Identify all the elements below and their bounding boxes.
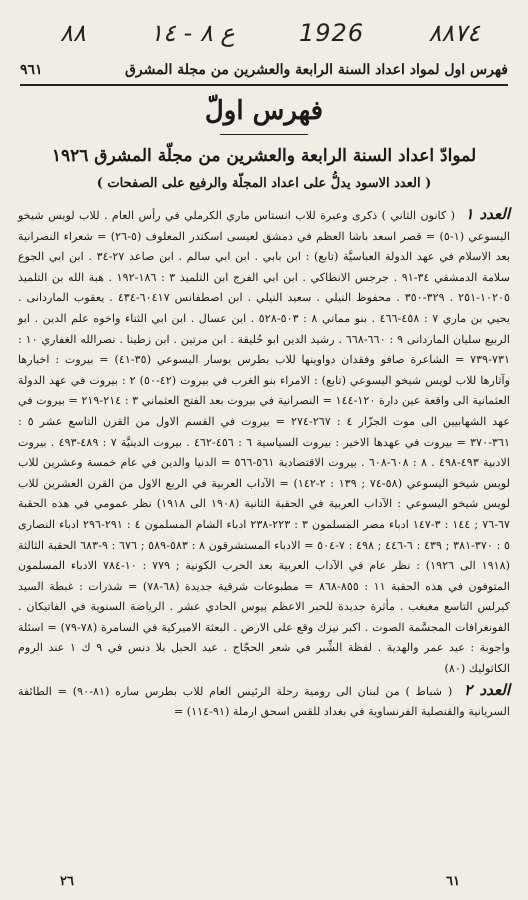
running-header-title: فهرس اول لمواد اعداد السنة الرابعة والعشرين من مجلة المشرق xyxy=(125,62,508,78)
header-divider xyxy=(20,84,508,86)
handwritten-center: ع ٨ - ١٤ xyxy=(150,19,235,47)
footer-left-number: ٢٦ xyxy=(60,874,74,889)
handwritten-right: ٨٨٧٤ xyxy=(428,19,480,47)
handwritten-annotation xyxy=(60,18,480,48)
running-header xyxy=(20,62,508,78)
page-title: فهرس اولّ xyxy=(204,96,324,126)
running-header-page-number: ٩٦١ xyxy=(20,62,43,78)
footer-right-number: ٦١ xyxy=(446,874,460,889)
issue-text: ( كانون الثاني ) ذكرى وعبرة للاب انستاس ماري الكرملي في رأس العام . للاب لويس شيخو اليسوعي (١-٥) = قصر اسعد باشا العظم في دمشق لعيسى اسكندر المعلوف (٥-٢٦) = شعراء النصرانية بعد الاسلام في عهد الدولة العباسيَّة (تابع) : ابن بابي . ابن ابي سالم . ابن صاعد ٢٧-٣٤ . ابن ابي الجوع سلامة الدمشقي ٣٤-٩١ . جرجس الانطاكي . ابن ابي الفرج ابن التلميذ ٣ : ١٨٦-١٩٢ . هبة الله بن التلميذ ١٠٢٠٥-٢٥١ . ٣٢٩-٣٥٠ . محفوظ النيلي . سعيد النيلي . ابن اصطفانس ٦٠٤١٧-٤٣٤ . يعقوب الماردانى . يحيي بن ماري ٧ : ٤٥٨-٤٦٦ . بنو مماتي ٨ : ٥٠٣-٥٢٨ . ابن عسال . ابن ابي الثناء واخوه علم الدين . ابو الربيع سليان الماردانى ٩ : ٦٦٠-٦٦٨ . رشيد الدين ابو حُليقة . ابن مرتين . ابن زطينا . نصرالله الغفاري ١٠ : ٧٣١-٧٣٩ = الشاعرة صافو وفقدان دواوينها للاب بطرس بوسار اليسوعي (٣٥-٤١) = بيروت : اخبارها وآثارها للاب لويس شيخو اليسوعي (تابع) : الامراء بنو الغرب في بيروت (٤٢-٥٠) ٢ : بيروت في عهد الدولة العثمانية الى واقعة عين دارة ١٢٠-١٤٤ = النصرانية في بيروت بعد الفتح العثماني ٣ : ٢١٤-٢١٩ = بيروت في عهد الشهابيين الى موت الجزّار ٤ : ٢٦٧-٢٧٤ = بيروت في القسم الاول من القرن التاسع عشر ٥ : ٣٦١-٣٧٠ = بيروت في عهدها الاخير : بيروت السياسية ٦ : ٤٥٦-٤٦٢ . بيروت الدينيَّة ٧ : ٤٨٩-٤٩٣ . بيروت الادبية ٤٩٣-٤٩٨ . ٨ : ٦٠٨-٦٠٨ . بيروت الاقتصادية ٥٦١-٥٦٦ = الدنيا والدين في عام خمسة وعشرين للاب لويس شيخو اليسوعي (٥٨-٧٤ ; ١٣٩ : ٢-١٤٢) = الآداب العربية في الربع الاول من القرن العشرين للاب لويس شيخو اليسوعي : الآداب العربية في الحقبة الثانية (١٩٠٨ الى ١٩١٨) نظر عمومي في هذه الحقبة ٦٧-٧٦ ; ١٤٤ : ٣-١٤٧ ادباء مصر المسلمون ٣ : ٢٢٣-٢٣٨ ادباء الشام المسلمون ٤ : ٢٩١-٢٩٦ ادباء النصارى ٥ : ٣٧٠-٣٨١ ; ٤٣٩ : ٦-٤٤٦ ; ٤٩٨ : ٧-٥٠٤ = الادباء المستشرقون ٨ : ٥٨٣-٥٨٩ ; ٦٧٦ : ٩-٦٨٣ الحقبة الثالثة (١٩١٨ الى ١٩٢٦) : نظر عام في الآداب العربية بعد الحرب الكونية ; ٧٧٩ : ١٠-٧٨٤ الادباء المسلمون المتوفون في هذه الحقبة ١١ : ٨٥٥-٨٦٨ = مطبوعات شرقية جديدة (٦٨-٧٨) = شذرات : غبطة السيد كيرلس التاسع مغبغب . مأثرة جديدة للحبر الاعظم بيوس الحادي عشر . الرياضة السنوية في الفاتيكان . الفونغرافات المجسَّمة الصوت . اكبر نيزك وقع على الارض . البعثة الاميركية في السامرة (٧٨-٧٩) = اسئلة واجوبة : عيد عمر والهدية . لفظة الشِّبر في شعر الحجّاج . عيد الحبل بلا دنس في ٩ ك ١ عند الروم الكاثوليك (٨٠) xyxy=(18,209,511,676)
handwritten-left: ٨٨ xyxy=(60,19,86,47)
page-footer xyxy=(60,874,460,889)
handwritten-year: 1926 xyxy=(299,19,365,47)
issue-label: العدد ٢ xyxy=(464,680,511,699)
page-subtitle: لموادّ اعداد السنة الرابعة والعشرين من مجلّة المشرق ١٩٢٦ xyxy=(51,146,477,166)
title-divider xyxy=(220,134,308,135)
issue-entry xyxy=(18,204,510,680)
index-body xyxy=(18,204,510,723)
issue-label: العدد ١ xyxy=(465,205,510,223)
legend-note: ( العدد الاسود يدلُّ على اعداد المجلّة والرفيع على الصفحات ) xyxy=(96,176,432,191)
issue-text: ( شباط ) من لبنان الى رومية رحلة الرئيس العام للاب بطرس ساره (٨١-٩٠) = الطائفة السريانية والقنصلية الفرنساوية في بغداد للقس اسحق ارملة (٩١-١١٤) = xyxy=(18,684,510,719)
issue-entry xyxy=(18,680,510,723)
